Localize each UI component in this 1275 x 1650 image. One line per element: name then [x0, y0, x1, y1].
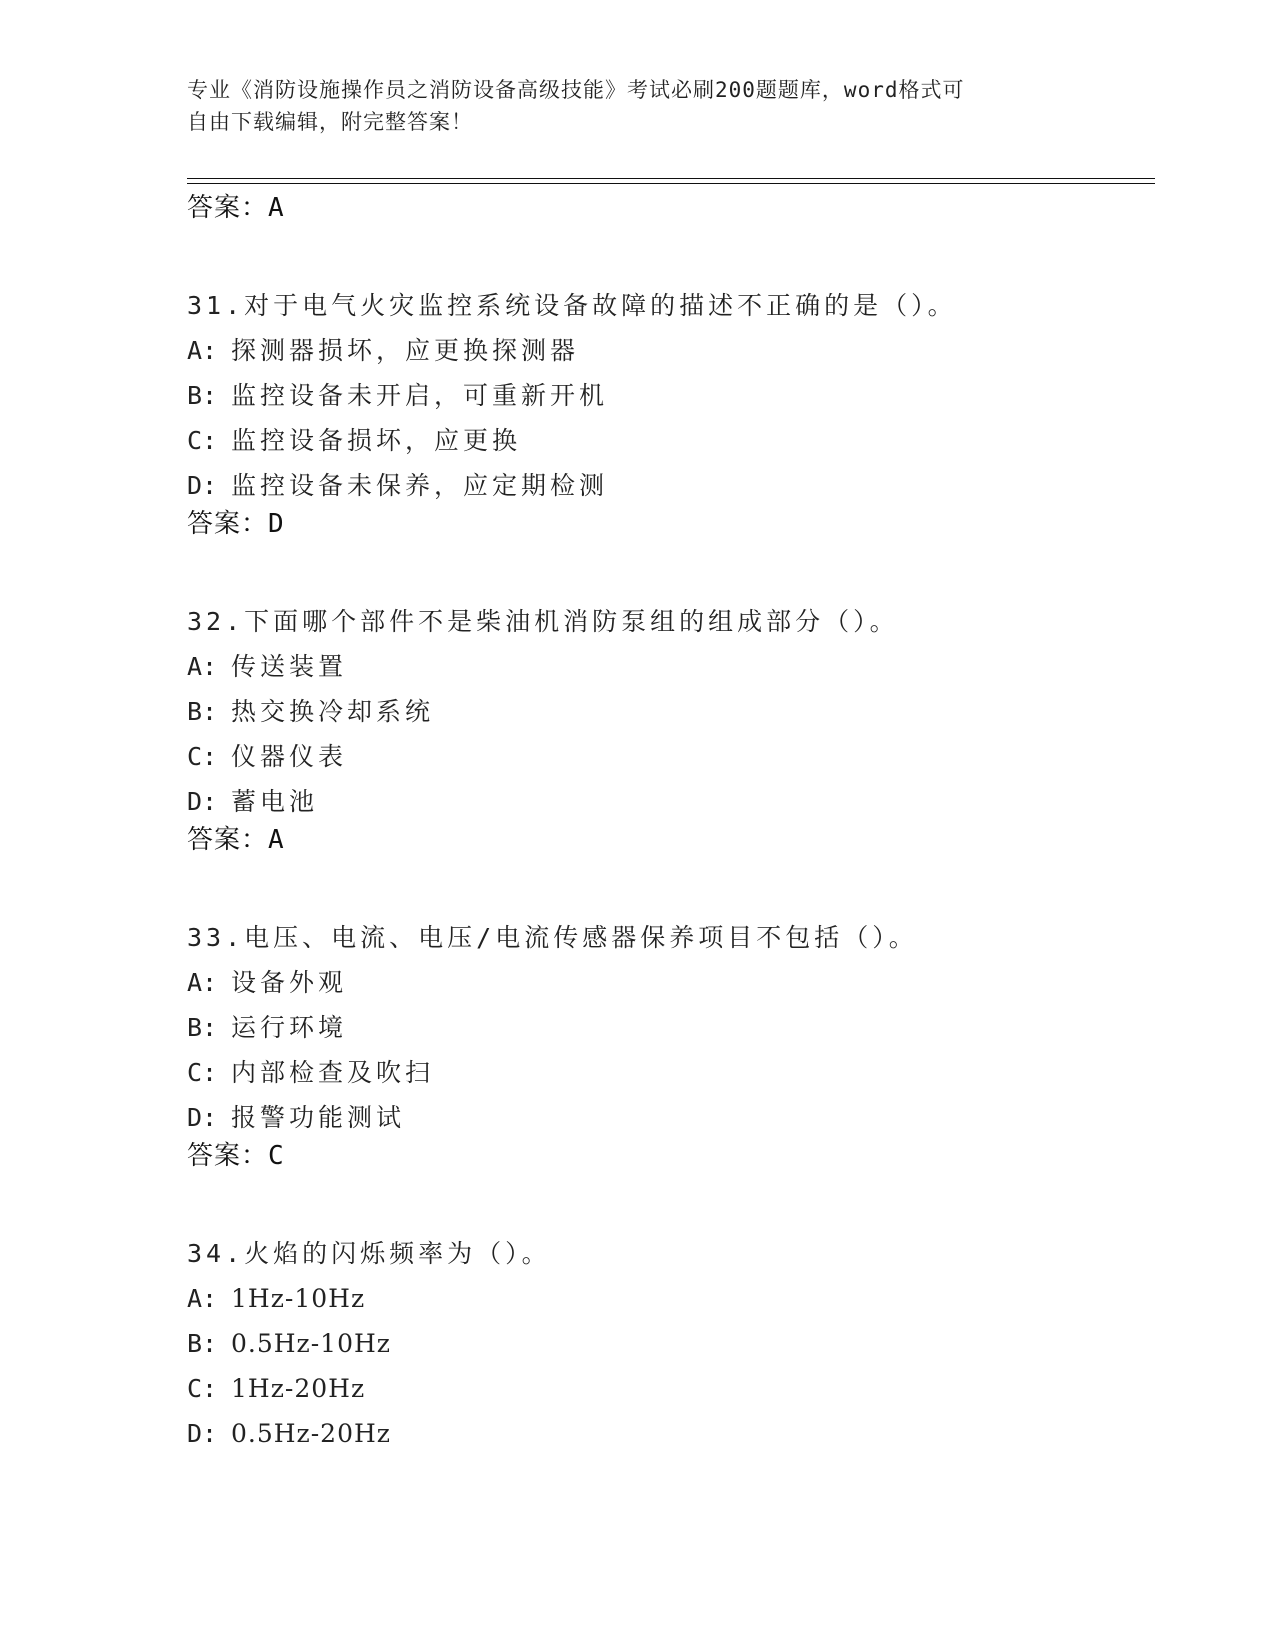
option-c	[187, 418, 1155, 463]
question-text: 33.电压、电流、电压/电流传感器保养项目不包括（）。	[187, 923, 918, 952]
option-b	[187, 1321, 1155, 1366]
header-divider-top	[187, 178, 1155, 179]
option-a	[187, 644, 1155, 689]
question-list	[187, 192, 1155, 1456]
option-text: 监控设备未保养，应定期检测	[231, 471, 609, 500]
question-text: 34.火焰的闪烁频率为（）。	[187, 1239, 551, 1268]
option-text: 报警功能测试	[231, 1103, 406, 1132]
option-label: A:	[187, 336, 218, 365]
option-a	[187, 328, 1155, 373]
document-header	[187, 74, 1087, 138]
question-text: 32.下面哪个部件不是柴油机消防泵组的组成部分（）。	[187, 607, 899, 636]
option-label: A:	[187, 652, 218, 681]
option-label: B:	[187, 1013, 218, 1042]
option-text: 监控设备未开启，可重新开机	[231, 381, 609, 410]
option-label: A:	[187, 1284, 218, 1313]
option-label: C:	[187, 1374, 218, 1403]
option-b	[187, 373, 1155, 418]
question-32	[187, 599, 1155, 869]
option-text: 0.5Hz-10Hz	[231, 1329, 391, 1358]
option-label: C:	[187, 1058, 218, 1087]
option-label: D:	[187, 471, 218, 500]
answer-label: 答案：	[187, 509, 269, 539]
option-text: 传送装置	[231, 652, 348, 681]
question-text: 31.对于电气火灾监控系统设备故障的描述不正确的是（）。	[187, 291, 957, 320]
option-d	[187, 463, 1155, 508]
option-a	[187, 960, 1155, 1005]
option-text: 蓄电池	[231, 787, 319, 816]
option-c	[187, 1366, 1155, 1411]
answer-label: 答案：	[187, 1141, 269, 1171]
option-text: 1Hz-20Hz	[231, 1374, 366, 1403]
option-label: B:	[187, 1329, 218, 1358]
option-text: 热交换冷却系统	[231, 697, 435, 726]
option-text: 运行环境	[231, 1013, 348, 1042]
question-31	[187, 283, 1155, 553]
option-c	[187, 1050, 1155, 1095]
option-text: 1Hz-10Hz	[231, 1284, 366, 1313]
option-label: B:	[187, 697, 218, 726]
header-line-1: 专业《消防设施操作员之消防设备高级技能》考试必刷200题题库，word格式可	[187, 78, 965, 102]
answer-line	[187, 192, 1155, 237]
answer-line	[187, 824, 1155, 869]
question-34	[187, 1231, 1155, 1456]
option-d	[187, 1411, 1155, 1456]
option-text: 内部检查及吹扫	[231, 1058, 435, 1087]
option-d	[187, 779, 1155, 824]
option-b	[187, 689, 1155, 734]
option-text: 仪器仪表	[231, 742, 348, 771]
answer-line	[187, 508, 1155, 553]
option-label: C:	[187, 426, 218, 455]
question-33	[187, 915, 1155, 1185]
option-text: 监控设备损坏，应更换	[231, 426, 522, 455]
option-label: D:	[187, 1419, 218, 1448]
option-d	[187, 1095, 1155, 1140]
option-label: A:	[187, 968, 218, 997]
option-label: D:	[187, 787, 218, 816]
answer-value: A	[268, 825, 285, 855]
answer-value: A	[268, 193, 285, 223]
answer-label: 答案：	[187, 193, 269, 223]
answer-value: D	[268, 509, 285, 539]
answer-value: C	[268, 1141, 285, 1171]
header-line-2: 自由下载编辑，附完整答案！	[187, 110, 473, 134]
option-text: 设备外观	[231, 968, 348, 997]
answer-line	[187, 1140, 1155, 1185]
header-divider-bottom	[187, 183, 1155, 184]
option-b	[187, 1005, 1155, 1050]
option-label: B:	[187, 381, 218, 410]
answer-label: 答案：	[187, 825, 269, 855]
option-text: 0.5Hz-20Hz	[231, 1419, 391, 1448]
option-c	[187, 734, 1155, 779]
option-a	[187, 1276, 1155, 1321]
option-text: 探测器损坏，应更换探测器	[231, 336, 580, 365]
option-label: C:	[187, 742, 218, 771]
option-label: D:	[187, 1103, 218, 1132]
